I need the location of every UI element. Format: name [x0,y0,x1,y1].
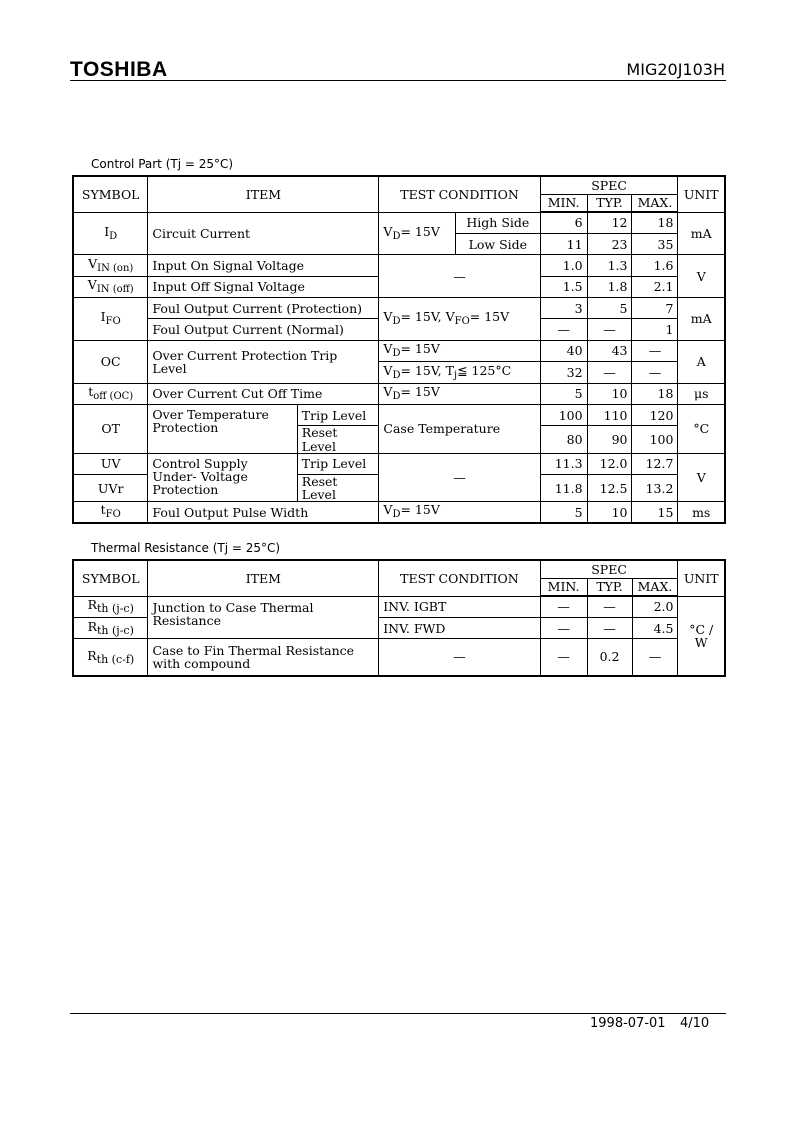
item-foul-current-protection: Foul Output Current (Protection) [148,298,379,319]
unit: mA [678,298,725,341]
unit: mA [678,212,725,255]
value-typ: 23 [587,233,632,254]
value-typ: 10 [587,502,632,523]
footer-date: 1998-07-01 [590,1016,666,1031]
header-rule [70,80,726,81]
value-min: 1.0 [540,255,587,276]
symbol-oc: OC [73,340,148,383]
value-min: 5 [540,383,587,404]
symbol-rth-cf: $R_{th (c-f)}$ [73,639,148,676]
item-case-to-fin: Case to Fin Thermal Resistance with compound [148,639,379,676]
value-min: — [540,596,587,617]
value-typ: 1.8 [587,276,632,297]
condition-none: — [379,639,540,676]
value-max: 12.7 [632,453,678,474]
symbol-vin-on: $V_{IN (on)}$ [73,255,148,276]
header-min: MIN. [540,578,587,596]
condition-case-temperature: Case Temperature [379,405,540,454]
value-typ: — [587,319,632,340]
reset-level-label: Reset Level [297,426,379,453]
unit: ms [678,502,725,523]
value-typ: — [587,596,632,617]
condition-low-side: Low Side [456,233,541,254]
symbol-uvr: UVr [73,475,148,502]
header-spec: SPEC [540,560,678,578]
symbol-ot: OT [73,405,148,454]
trip-level-label: Trip Level [297,453,379,474]
condition-inv-fwd: INV. FWD [379,617,540,638]
item-over-temperature: Over Temperature Protection [148,405,297,454]
item-foul-current-normal: Foul Output Current (Normal) [148,319,379,340]
brand-logo: TOSHIBA [70,58,168,81]
value-typ: 110 [587,405,632,426]
header-test-condition: TEST CONDITION [379,176,540,212]
condition-vd: $V_D= 15V$ [379,340,540,361]
value-typ: — [587,362,632,383]
condition-vd: $V_D= 15V$ [379,212,456,255]
condition-high-side: High Side [456,212,541,233]
symbol-ifo: $I_{FO}$ [73,298,148,341]
value-min: 5 [540,502,587,523]
value-max: 1 [632,319,678,340]
value-max: 13.2 [632,475,678,502]
thermal-resistance-title: Thermal Resistance (Tj = 25°C) [91,541,281,555]
item-cut-off-time: Over Current Cut Off Time [148,383,379,404]
value-typ: 43 [587,340,632,361]
value-typ: 5 [587,298,632,319]
value-max: 1.6 [632,255,678,276]
value-typ: 12.5 [587,475,632,502]
item-circuit-current: Circuit Current [148,212,379,255]
symbol-toff: $t_{off (OC)}$ [73,383,148,404]
condition-vd: $V_D= 15V$ [379,383,540,404]
control-part-table [72,175,726,524]
value-typ: 10 [587,383,632,404]
thermal-resistance-table [72,559,726,677]
header-unit: UNIT [678,560,725,596]
value-min: — [540,639,587,676]
header-max: MAX. [632,194,678,212]
reset-level-label: Reset Level [297,475,379,502]
symbol-uv: UV [73,453,148,474]
unit: °C [678,405,725,454]
symbol-rth-jc: $R_{th (j-c)}$ [73,596,148,617]
value-min: 1.5 [540,276,587,297]
value-max: — [632,362,678,383]
item-junction-to-case: Junction to Case Thermal Resistance [148,596,379,639]
value-max: 2.1 [632,276,678,297]
value-max: — [632,340,678,361]
value-max: 18 [632,383,678,404]
unit: V [678,453,725,502]
value-typ: 12 [587,212,632,233]
item-pulse-width: Foul Output Pulse Width [148,502,379,523]
symbol-tfo: $t_{FO}$ [73,502,148,523]
value-min: 11.8 [540,475,587,502]
condition-vd-tj: $V_D= 15V$, $T_j≦$ 125°C [379,362,540,383]
value-min: 11 [540,233,587,254]
value-max: 120 [632,405,678,426]
value-min: 3 [540,298,587,319]
value-max: — [632,639,678,676]
value-max: 7 [632,298,678,319]
value-max: 15 [632,502,678,523]
value-typ: 90 [587,426,632,453]
header-symbol: SYMBOL [73,176,148,212]
value-typ: 1.3 [587,255,632,276]
symbol-vin-off: $V_{IN (off)}$ [73,276,148,297]
item-over-current-trip: Over Current Protection Trip Level [148,340,379,383]
condition-none: — [379,255,540,298]
header-unit: UNIT [678,176,725,212]
header-max: MAX. [632,578,678,596]
value-max: 4.5 [632,617,678,638]
value-min: — [540,319,587,340]
symbol-rth-jc: $R_{th (j-c)}$ [73,617,148,638]
unit: °C / W [678,596,725,676]
value-min: — [540,617,587,638]
condition-vd-vfo: $V_D= 15V$, $V_{FO}= 15V$ [379,298,540,341]
condition-inv-igbt: INV. IGBT [379,596,540,617]
header-min: MIN. [540,194,587,212]
value-max: 100 [632,426,678,453]
item-input-off-voltage: Input Off Signal Voltage [148,276,379,297]
value-typ: 0.2 [587,639,632,676]
header-item: ITEM [148,176,379,212]
header-typ: TYP. [587,194,632,212]
value-typ: 12.0 [587,453,632,474]
value-max: 18 [632,212,678,233]
value-min: 32 [540,362,587,383]
value-min: 6 [540,212,587,233]
unit: V [678,255,725,298]
part-number: MIG20J103H [626,60,725,79]
control-part-title: Control Part (Tj = 25°C) [91,157,234,171]
value-max: 2.0 [632,596,678,617]
trip-level-label: Trip Level [297,405,379,426]
footer-rule [70,1013,726,1014]
item-under-voltage: Control Supply Under- Voltage Protection [148,453,297,502]
value-min: 11.3 [540,453,587,474]
item-input-on-voltage: Input On Signal Voltage [148,255,379,276]
header-item: ITEM [148,560,379,596]
symbol-id: $I_D$ [73,212,148,255]
header-test-condition: TEST CONDITION [379,560,540,596]
value-min: 40 [540,340,587,361]
header-symbol: SYMBOL [73,560,148,596]
value-min: 80 [540,426,587,453]
header-spec: SPEC [540,176,678,194]
unit: A [678,340,725,383]
header-typ: TYP. [587,578,632,596]
condition-none: — [379,453,540,502]
value-max: 35 [632,233,678,254]
footer-page-number: 4/10 [680,1016,710,1031]
value-min: 100 [540,405,587,426]
condition-vd: $V_D= 15V$ [379,502,540,523]
value-typ: — [587,617,632,638]
unit: μs [678,383,725,404]
